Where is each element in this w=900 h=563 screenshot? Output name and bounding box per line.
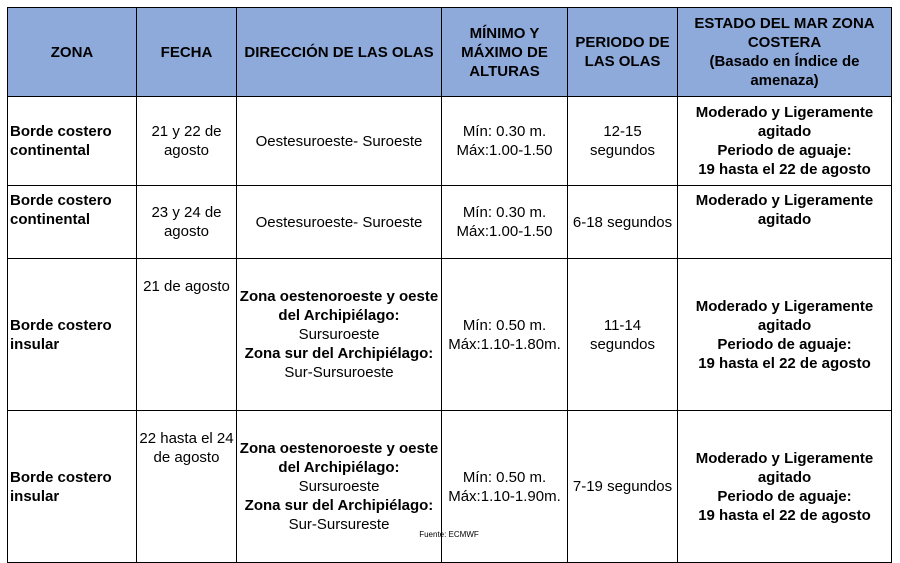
cell-periodo: 6-18 segundos bbox=[568, 186, 678, 259]
estado-text: Moderado y Ligeramente agitado bbox=[695, 297, 874, 334]
forecast-table-container bbox=[7, 7, 892, 563]
cell-zona: Borde costero continental bbox=[8, 97, 137, 186]
cell-periodo: 7-19 segundos bbox=[568, 411, 678, 563]
table-row bbox=[8, 186, 892, 259]
cell-direccion: Oestesuroeste- Suroeste bbox=[237, 186, 442, 259]
cell-periodo: 11-14 segundos bbox=[568, 259, 678, 411]
dir-zone2-label: Zona sur del Archipiélago: bbox=[244, 497, 434, 514]
cell-fecha: 21 y 22 de agosto bbox=[137, 97, 237, 186]
dir-zone2 bbox=[239, 496, 439, 534]
cell-alturas bbox=[442, 259, 568, 411]
cell-zona: Borde costero insular bbox=[8, 259, 137, 411]
altura-max: Máx:1.10-1.80m. bbox=[448, 335, 561, 353]
aguaje-label: Periodo de aguaje: bbox=[717, 487, 852, 505]
table-row bbox=[8, 259, 892, 411]
estado-text: Moderado y Ligeramente agitado bbox=[695, 104, 874, 140]
dir-zone2-value: Sur-Sursureste bbox=[288, 516, 390, 533]
header-direccion: DIRECCIÓN DE LAS OLAS bbox=[237, 8, 442, 97]
altura-min: Mín: 0.30 m. bbox=[462, 123, 547, 140]
dir-zone2-label: Zona sur del Archipiélago: bbox=[244, 345, 434, 362]
altura-max: Máx:1.00-1.50 bbox=[456, 223, 553, 240]
dir-zone1 bbox=[239, 287, 439, 344]
header-fecha: FECHA bbox=[137, 8, 237, 97]
dir-zone1-value: Sursuroeste bbox=[298, 478, 380, 495]
dir-zone2-value: Sur-Sursuroeste bbox=[284, 364, 394, 381]
header-estado-title: ESTADO DEL MAR ZONA COSTERA bbox=[694, 15, 875, 51]
dir-zone1-value: Sursuroeste bbox=[298, 326, 380, 343]
cell-fecha: 21 de agosto bbox=[137, 259, 237, 411]
cell-direccion: Oestesuroeste- Suroeste bbox=[237, 97, 442, 186]
aguaje-value: 19 hasta el 22 de agosto bbox=[698, 506, 871, 524]
dir-zone1-label: Zona oestenoroeste y oeste del Archipiélago: bbox=[239, 440, 439, 476]
table-row bbox=[8, 97, 892, 186]
altura-min: Mín: 0.30 m. bbox=[462, 204, 547, 221]
cell-alturas bbox=[442, 97, 568, 186]
table-header-row bbox=[8, 8, 892, 97]
header-zona: ZONA bbox=[8, 8, 137, 97]
cell-fecha: 23 y 24 de agosto bbox=[137, 186, 237, 259]
cell-zona: Borde costero continental bbox=[8, 186, 137, 259]
altura-min: Mín: 0.50 m. bbox=[462, 316, 547, 334]
dir-zone2 bbox=[239, 344, 439, 382]
aguaje-value: 19 hasta el 22 de agosto bbox=[698, 354, 871, 372]
cell-estado: Moderado y Ligeramente agitado bbox=[678, 186, 892, 259]
aguaje-label: Periodo de aguaje: bbox=[717, 142, 852, 159]
header-estado-subtitle: (Basado en Índice de amenaza) bbox=[709, 53, 860, 89]
dir-zone1-label: Zona oestenoroeste y oeste del Archipiélago: bbox=[239, 288, 439, 324]
cell-alturas bbox=[442, 186, 568, 259]
source-footnote: Fuente: ECMWF bbox=[419, 530, 479, 539]
cell-fecha: 22 hasta el 24 de agosto bbox=[137, 411, 237, 563]
cell-zona: Borde costero insular bbox=[8, 411, 137, 563]
cell-estado bbox=[678, 259, 892, 411]
cell-periodo: 12-15 segundos bbox=[568, 97, 678, 186]
header-periodo: PERIODO DE LAS OLAS bbox=[568, 8, 678, 97]
cell-direccion bbox=[237, 259, 442, 411]
aguaje-label: Periodo de aguaje: bbox=[717, 335, 852, 353]
header-alturas: MÍNIMO Y MÁXIMO DE ALTURAS bbox=[442, 8, 568, 97]
cell-estado bbox=[678, 97, 892, 186]
header-estado bbox=[678, 8, 892, 97]
altura-min: Mín: 0.50 m. bbox=[462, 468, 547, 486]
wave-forecast-table bbox=[7, 7, 892, 563]
estado-text: Moderado y Ligeramente agitado bbox=[695, 449, 874, 486]
aguaje-value: 19 hasta el 22 de agosto bbox=[698, 161, 871, 178]
altura-max: Máx:1.10-1.90m. bbox=[448, 487, 561, 505]
dir-zone1 bbox=[239, 439, 439, 496]
altura-max: Máx:1.00-1.50 bbox=[456, 142, 553, 159]
